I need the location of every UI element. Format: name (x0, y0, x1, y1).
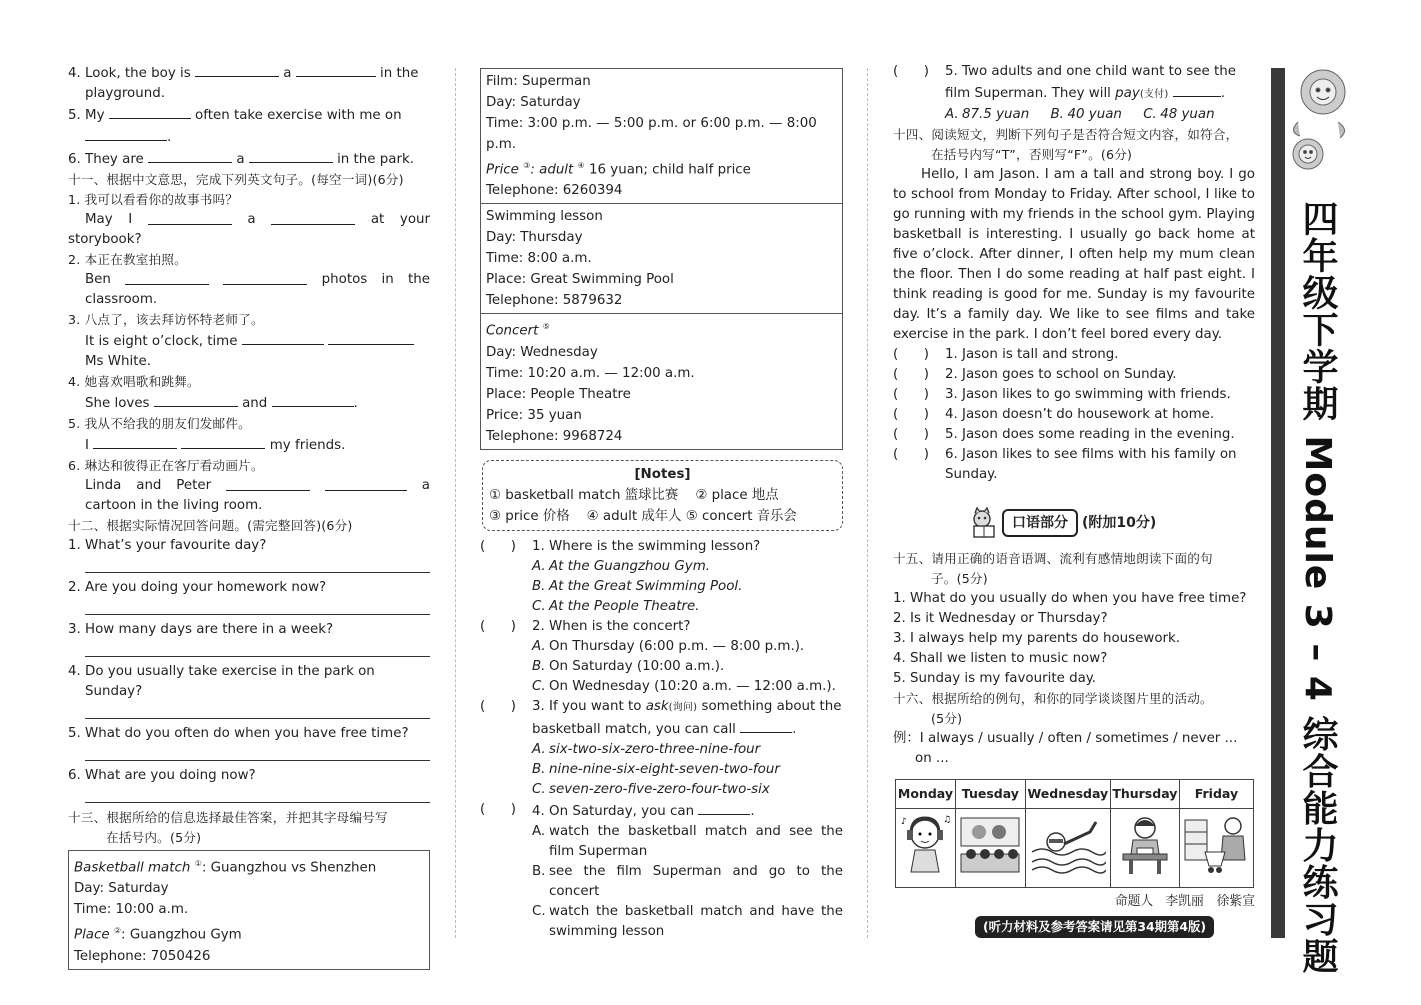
day-header: Tuesday (955, 780, 1025, 809)
info-line: Time: 8:00 a.m. (486, 251, 592, 267)
s12-question: 6. What are you doing now? (68, 768, 256, 783)
tf-question: ( ) 1. Jason is tall and strong. (893, 345, 1255, 365)
oral-section-banner (968, 507, 1255, 539)
mc-question-3: ( ) 3. If you want to ask(询问) something about the (480, 697, 843, 718)
answer-bracket[interactable]: ( ) (893, 367, 929, 382)
info-line: Time: 10:00 a.m. (74, 902, 189, 918)
answer-bracket[interactable]: ( ) (893, 407, 929, 422)
section-16-heading: 十六、根据所给的例句，和你的同学谈谈图片里的活动。 (893, 691, 1213, 706)
section-13-heading: 十三、根据所给的信息选择最佳答案，并把其字母编号写 (68, 810, 388, 825)
notes-box (482, 460, 843, 531)
option: A. watch the basketball match and see the film Superman (532, 823, 843, 859)
option: B. On Saturday (10:00 a.m.). (532, 658, 725, 674)
answer-bracket[interactable]: ( ) (480, 618, 516, 634)
weekday-activity-table (895, 779, 1254, 888)
mc-question-2: ( ) 2. When is the concert? (480, 617, 843, 637)
mc-question-1: ( ) 1. Where is the swimming lesson? (480, 537, 843, 557)
option: B. At the Great Swimming Pool. (532, 578, 743, 594)
s11-5-prompt: 5. 我从不给我的朋友们发邮件。 (68, 416, 251, 431)
swimming-image (1025, 809, 1110, 888)
option: B. see the film Superman and go to the concert (532, 863, 843, 899)
boy-reading-at-desk-image (1110, 809, 1179, 888)
info-line: Time: 10:20 a.m. — 12:00 a.m. (486, 365, 695, 381)
answer-line[interactable] (85, 788, 430, 803)
answer-bracket[interactable]: ( ) (893, 64, 929, 79)
reading-sentence: 3. I always help my parents do housework. (893, 631, 1181, 646)
option: C. watch the basketball match and have the swimming lesson (532, 903, 843, 939)
info-line: Telephone: 6260394 (486, 183, 623, 199)
oral-label: 口语部分 (1002, 509, 1078, 537)
s11-3-cont: Ms White. (85, 354, 151, 369)
answer-bracket[interactable]: ( ) (893, 447, 929, 462)
cat-reading-icon (968, 507, 1000, 539)
author-line: 命题人 李凯丽 徐紫宣 (1114, 894, 1255, 909)
info-line: Basketball match ①: Guangzhou vs Shenzhen (74, 859, 377, 876)
answer-bracket[interactable]: ( ) (480, 801, 516, 817)
girl-listening-music-image (896, 809, 956, 888)
s12-question: 5. What do you often do when you have free time? (68, 726, 409, 741)
info-line: Price: 35 yuan (486, 407, 582, 423)
section-11-heading: 十一、根据中文意思，完成下列英文句子。(每空一词)(6分) (68, 172, 404, 187)
info-line: Time: 3:00 p.m. — 5:00 p.m. or 6:00 p.m. — 8:00 p.m. (486, 116, 817, 152)
question-cont: film Superman. They will pay(支付) . (893, 82, 1255, 105)
tf-question: ( ) 4. Jason doesn’t do housework at home. (893, 405, 1255, 425)
question-4-cont: playground. (85, 86, 165, 101)
s11-1-answer: May I a at your (85, 212, 430, 227)
cinema-audience-image (955, 809, 1025, 888)
s11-2-cont: classroom. (85, 292, 158, 307)
tf-question: ( ) 2. Jason goes to school on Sunday. (893, 365, 1255, 385)
info-line: Place: Great Swimming Pool (486, 272, 674, 288)
section-14-heading: 十四、阅读短文，判断下列句子是否符合短文内容，如符合， (893, 127, 1239, 142)
question-5-cont: . (68, 126, 430, 148)
concert-section (481, 314, 842, 448)
s12-question: 1. What’s your favourite day? (68, 538, 267, 553)
column-divider-2 (867, 68, 868, 938)
options-row: A. 87.5 yuan B. 40 yuan C. 48 yuan (945, 107, 1215, 122)
sunflower-decoration-icon (1278, 62, 1368, 192)
reading-passage: Hello, I am Jason. I am a tall and strong boy. I go to school from Monday to Friday. After school, I like to go running with my friends in the school gym. Playing basketball is interesting. I usually go back home at five o’clock. After dinner, I often help my mum clean the floor. Then I do some reading at half past eight. I think reading is good for me. Sunday is my favourite day. It’s a family day. We like to see films and take exercise in the park. I don’t feel bored every day. (893, 167, 1255, 342)
option: A. At the Guangzhou Gym. (532, 558, 711, 574)
answer-bracket[interactable]: ( ) (893, 427, 929, 442)
s11-6-cont: cartoon in the living room. (85, 498, 263, 513)
option: C. On Wednesday (10:20 a.m. — 12:00 a.m.). (532, 678, 836, 694)
answer-line[interactable] (85, 600, 430, 615)
answer-reference-banner: (听力材料及参考答案请见第34期第4版) (975, 916, 1214, 938)
answer-bracket[interactable]: ( ) (480, 698, 516, 714)
s11-3-prompt: 3. 八点了，该去拜访怀特老师了。 (68, 312, 264, 327)
question-5: 5. My often take exercise with me on (68, 104, 430, 126)
info-line: Place: People Theatre (486, 386, 631, 402)
option: B. nine-nine-six-eight-seven-two-four (532, 761, 780, 777)
s11-1-prompt: 1. 我可以看看你的故事书吗？ (68, 192, 239, 207)
basketball-info-box (68, 850, 430, 970)
events-info-box (480, 68, 843, 450)
answer-bracket[interactable]: ( ) (893, 387, 929, 402)
shopping-image (1179, 809, 1253, 888)
option: C. seven-zero-five-zero-four-two-six (532, 781, 770, 797)
s11-3-answer: It is eight o’clock, time (68, 330, 430, 352)
question-6: 6. They are a in the park. (68, 148, 430, 170)
column-3 (893, 62, 1255, 938)
info-line: Place ②: Guangzhou Gym (74, 926, 242, 943)
info-line: Day: Thursday (486, 230, 583, 246)
s12-question: 4. Do you usually take exercise in the park on (68, 664, 375, 679)
s11-4-answer: She loves and . (68, 392, 430, 414)
column-2 (480, 68, 843, 942)
answer-bracket[interactable]: ( ) (480, 538, 516, 554)
answer-bracket[interactable]: ( ) (893, 347, 929, 362)
page-title: 四年级下学期 Module 3 – 4 综合能力练习题 (1297, 200, 1338, 975)
mc-question-4: ( ) 4. On Saturday, you can . (480, 800, 843, 822)
s11-2-answer: Ben photos in the (85, 272, 430, 287)
tf-question: ( ) 5. Jason does some reading in the evening. (893, 425, 1255, 445)
s11-2-prompt: 2. 本正在教室拍照。 (68, 252, 187, 267)
example-sentence: 例：I always / usually / often / sometimes / never ... (893, 731, 1238, 746)
swimming-section (481, 204, 842, 314)
answer-line[interactable] (85, 558, 430, 573)
svg-text:♫: ♫ (943, 814, 952, 825)
info-line: Telephone: 5879632 (486, 293, 623, 309)
s11-6-prompt: 6. 琳达和彼得正在客厅看动画片。 (68, 458, 264, 473)
reading-sentence: 2. Is it Wednesday or Thursday? (893, 611, 1108, 626)
s12-question-cont: Sunday? (85, 684, 143, 699)
question-cont: basketball match, you can call . (480, 718, 843, 740)
column-1 (68, 62, 430, 970)
answer-line[interactable] (85, 642, 430, 657)
option: A. On Thursday (6:00 p.m. — 8:00 p.m.). (532, 638, 805, 654)
s12-question: 3. How many days are there in a week? (68, 622, 334, 637)
s12-question: 2. Are you doing your homework now? (68, 580, 327, 595)
section-15-heading-cont: 子。(5分) (931, 571, 988, 586)
day-header: Wednesday (1025, 780, 1110, 809)
s11-1-cont: storybook? (68, 232, 142, 247)
info-line: Price ③: adult ④ 16 yuan; child half price (486, 161, 751, 178)
question-4: 4. Look, the boy is a in the (68, 62, 430, 84)
section-16-heading-cont: (5分) (931, 711, 963, 726)
info-line: Telephone: 7050426 (74, 948, 211, 964)
mc-question-5: ( ) 5. Two adults and one child want to see the (893, 62, 1255, 82)
tf-question-cont: Sunday. (945, 467, 998, 482)
info-line: Film: Superman (486, 74, 591, 89)
day-header: Monday (896, 780, 956, 809)
answer-line[interactable] (85, 704, 430, 719)
tf-question: ( ) 3. Jason likes to go swimming with friends. (893, 385, 1255, 405)
film-section (481, 69, 842, 204)
day-header: Friday (1179, 780, 1253, 809)
answer-line[interactable] (85, 746, 430, 761)
example-sentence-cont: on ... (915, 751, 949, 766)
info-line: Concert ⑤ (486, 322, 550, 339)
notes-row: ③ price 价格 ④ adult 成年人 ⑤ concert 音乐会 (489, 508, 797, 524)
s11-6-answer: Linda and Peter a (85, 478, 430, 493)
section-13-heading-cont: 在括号内。(5分) (106, 830, 202, 845)
notes-row: ① basketball match 篮球比赛 ② place 地点 (489, 487, 779, 503)
section-15-heading: 十五、请用正确的语音语调、流利有感情地朗读下面的句 (893, 551, 1213, 566)
oral-extra-points: (附加10分) (1082, 515, 1157, 531)
s11-4-prompt: 4. 她喜欢唱歌和跳舞。 (68, 374, 200, 389)
notes-title: [Notes] (634, 466, 691, 482)
reading-sentence: 1. What do you usually do when you have free time? (893, 591, 1247, 606)
option: A. six-two-six-zero-three-nine-four (532, 741, 761, 757)
decorative-spine-bar (1271, 68, 1285, 938)
info-line: Swimming lesson (486, 209, 603, 225)
svg-text:♪: ♪ (901, 816, 908, 827)
day-header: Thursday (1110, 780, 1179, 809)
reading-sentence: 5. Sunday is my favourite day. (893, 671, 1097, 686)
info-line: Day: Wednesday (486, 344, 598, 360)
option: C. At the People Theatre. (532, 598, 700, 614)
info-line: Day: Saturday (74, 881, 169, 897)
reading-sentence: 4. Shall we listen to music now? (893, 651, 1108, 666)
tf-question: ( ) 6. Jason likes to see films with his family on (893, 445, 1255, 465)
section-14-heading-cont: 在括号内写“T”，否则写“F”。(6分) (931, 147, 1133, 162)
column-divider-1 (455, 68, 456, 938)
s11-5-answer: I my friends. (68, 434, 430, 456)
section-12-heading: 十二、根据实际情况回答问题。(需完整回答)(6分) (68, 518, 353, 533)
info-line: Day: Saturday (486, 95, 581, 110)
info-line: Telephone: 9968724 (486, 428, 623, 444)
